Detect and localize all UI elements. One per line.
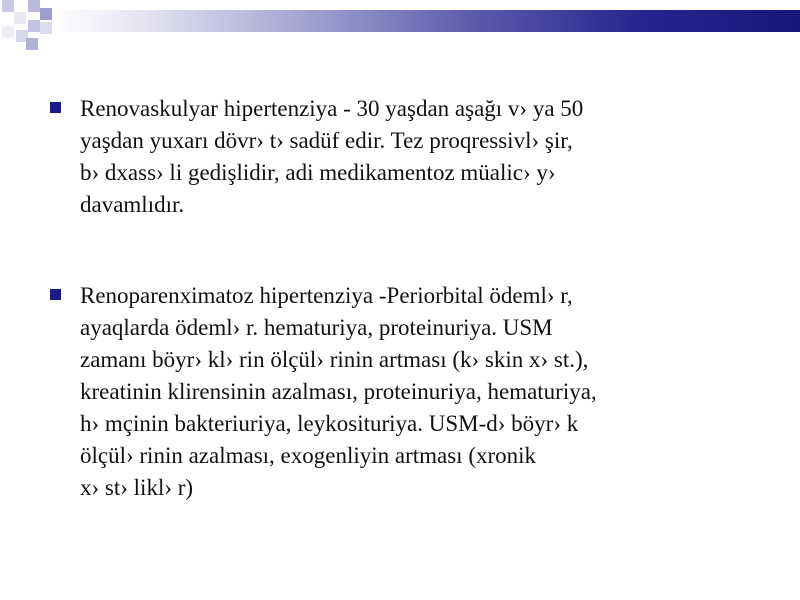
slide-content (48, 93, 788, 563)
decor-square (40, 22, 52, 34)
square-bullet-icon (50, 289, 61, 300)
decor-square (2, 0, 14, 12)
bullet-item (48, 280, 788, 504)
decor-square (2, 26, 14, 38)
decor-square (26, 38, 38, 50)
decor-square (14, 12, 26, 24)
square-bullet-icon (50, 102, 61, 113)
decor-square (28, 0, 40, 12)
decor-square (40, 8, 52, 20)
bullet-item (48, 93, 788, 221)
decor-square (28, 20, 40, 32)
bullet-text: Renovaskulyar hipertenziya - 30 yaşdan aşağı v› ya 50 yaşdan yuxarı dövr› t› sadüf edir. Tez proqressivl› şir, b› dxass› li gedişlidir, adi medikamentoz müalic› y› davamlıdır. (80, 96, 584, 217)
header-gradient-band (55, 10, 800, 32)
bullet-text: Renoparenximatoz hipertenziya -Periorbital ödeml› r, ayaqlarda ödeml› r. hematuriya, proteinuriya. USM zamanı böyr› kl› rin ölçül› rinin artması (k› skin x› st.), kreatinin klirensinin azalması, proteinuriya, hematuriya, h› mçinin bakteriuriya, leykosituriya. USM-d› böyr› k ölçül› rinin azalması, exogenliyin artması (xronik x› st› likl› r) (80, 283, 597, 500)
